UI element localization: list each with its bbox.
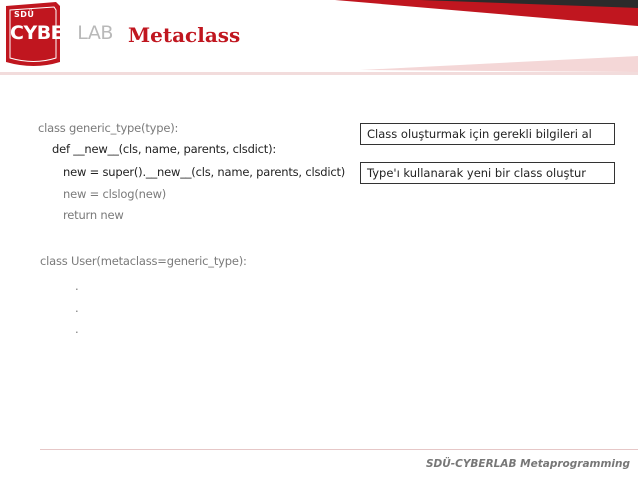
code-line: new = clslog(new) — [63, 187, 167, 201]
logo-cyber-text: CYBER — [10, 22, 78, 44]
code-line: . — [75, 301, 79, 315]
footer-text: SDÜ-CYBERLAB Metaprogramming — [425, 458, 630, 470]
code-line: . — [75, 322, 79, 336]
header-light-wedge — [360, 56, 638, 72]
logo-wordmark — [10, 22, 113, 44]
code-line: . — [75, 279, 79, 293]
header-divider — [0, 72, 638, 75]
logo-lab-text: LAB — [77, 22, 113, 44]
code-line: new = super().__new__(cls, name, parents, clsdict) — [63, 165, 346, 179]
footer-divider — [40, 449, 638, 450]
code-line: class generic_type(type): — [38, 121, 179, 135]
cyberlab-logo — [4, 2, 112, 68]
callout-get-class-info: Class oluşturmak için gerekli bilgileri al — [360, 123, 615, 145]
logo-sdu-text: SDÜ — [14, 10, 35, 19]
code-line: class User(metaclass=generic_type): — [40, 254, 247, 268]
code-line: return new — [63, 208, 124, 222]
callout-create-class: Type'ı kullanarak yeni bir class oluştur — [360, 162, 615, 184]
code-line: def __new__(cls, name, parents, clsdict): — [52, 142, 277, 156]
slide-title: Metaclass — [128, 23, 241, 47]
